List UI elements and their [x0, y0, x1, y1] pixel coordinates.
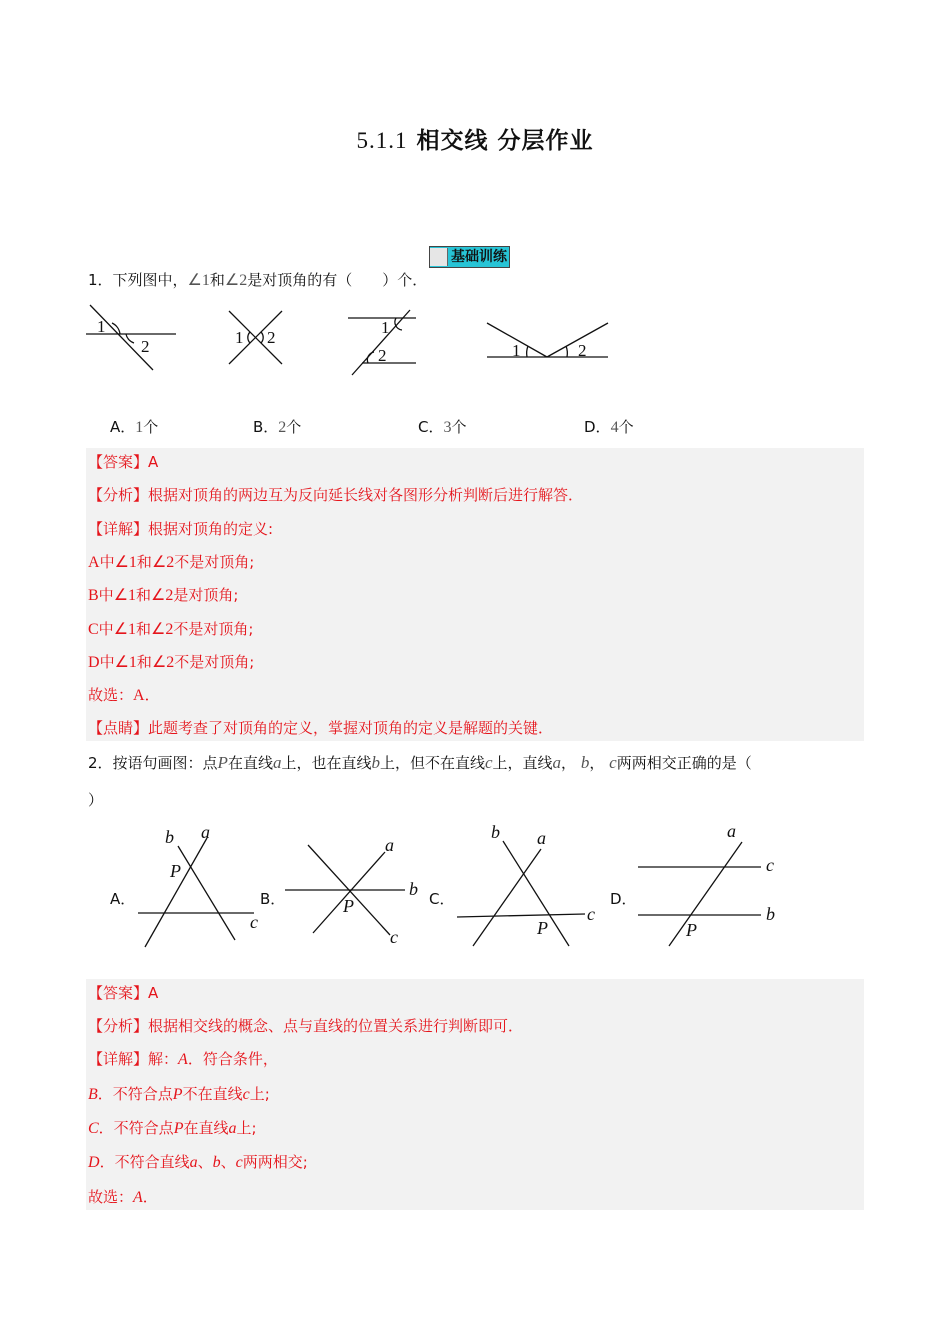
q2-item-d-sep1: 、: [197, 1153, 213, 1171]
q2-item-d-letter: D: [88, 1154, 100, 1171]
q1-analysis-text: 根据对顶角的两边互为反向延长线对各图形分析判断后进行解答．: [148, 486, 584, 504]
q2-option-c[interactable]: C．: [429, 890, 455, 908]
q2-detail-item-d: [88, 1152, 308, 1173]
q2-part2: 在直线: [227, 754, 273, 772]
q1-item-c-letter: C: [88, 621, 99, 638]
q1-choose-value: A: [133, 687, 145, 704]
q2-detail-item-c: [88, 1118, 257, 1139]
q1-angle2: ∠2: [224, 272, 248, 289]
q1-item-a-zhong: 中: [99, 553, 115, 571]
q2-figB-label-P: P: [343, 896, 354, 916]
q2-figB-label-a: a: [385, 835, 394, 855]
q2-figC-label-a: a: [537, 828, 546, 848]
q1-option-b-value: 2: [278, 419, 287, 436]
q2-figC-label-P: P: [537, 918, 548, 938]
q2-item-c-var2: a: [228, 1120, 237, 1137]
q1-item-c-he: 和: [136, 620, 152, 638]
q2-figA-label-b: b: [165, 827, 174, 847]
q1-comment-text: 此题考查了对顶角的定义，掌握对顶角的定义是解题的关键．: [148, 719, 554, 737]
q2-part6: ，: [561, 754, 577, 772]
q1-item-a-he: 和: [136, 553, 152, 571]
title-number: 5.1.1: [356, 128, 408, 153]
q2-figA-line-b: [178, 846, 235, 940]
q1-figA-label-1: 1: [97, 317, 106, 336]
q2-figC-label-c: c: [587, 904, 595, 924]
q1-answer-value: A: [148, 453, 159, 471]
q1-item-a-letter: A: [88, 554, 100, 571]
q2-item-b-var2: c: [242, 1086, 250, 1103]
q2-detail-prefix: 解：: [148, 1050, 179, 1068]
q2-figA-label-a: a: [201, 822, 210, 842]
q2-item-c-letter: C: [88, 1120, 99, 1137]
q1-figB-label-1: 1: [235, 328, 244, 347]
q1-choose-prefix: 故选：: [88, 686, 134, 704]
q2-figA-line-a: [145, 838, 207, 947]
q2-analysis-text: 根据相交线的概念、点与直线的位置关系进行判断即可．: [148, 1017, 524, 1035]
q1-detail-text: 根据对顶角的定义:: [148, 520, 274, 538]
q1-and: 和: [209, 271, 225, 289]
q2-figA-label-c: c: [250, 912, 258, 932]
q2-item-b-text1: ．不符合点: [97, 1085, 173, 1103]
q1-item-b-he: 和: [136, 586, 152, 604]
q1-figC-label-1: 1: [381, 318, 390, 337]
q1-figC-label-2: 2: [378, 346, 387, 365]
q1-figD-label-1: 1: [512, 341, 521, 360]
q2-answer-tag: 【答案】: [88, 984, 149, 1002]
q2-figC-line-a: [473, 849, 541, 946]
q2-part8: 两两相交正确的是（: [616, 754, 752, 772]
q2-item-c-text3: 上;: [236, 1119, 257, 1137]
q1-item-c-angle1: ∠1: [113, 621, 137, 638]
q1-angle1: ∠1: [187, 272, 210, 289]
q1-item-b-result: 是对顶角;: [173, 586, 239, 604]
q2-part4: 上，但不在直线: [379, 754, 485, 772]
q1-item-a-result: 不是对顶角;: [174, 553, 255, 571]
q2-item-d-sep2: 、: [220, 1153, 236, 1171]
q2-item-b-text3: 上;: [249, 1085, 270, 1103]
q1-item-a-angle2: ∠2: [151, 554, 175, 571]
section-label: 基础训练: [451, 249, 507, 265]
q1-item-b-zhong: 中: [98, 586, 114, 604]
q1-option-d-unit: 个: [618, 418, 634, 436]
q1-option-a-unit: 个: [143, 418, 159, 436]
q2-choose-value: A: [133, 1189, 143, 1206]
q2-part1: 2．按语句画图：点: [88, 754, 218, 772]
q2-item-c-text1: ．不符合点: [98, 1119, 174, 1137]
q2-item-d-text1: ．不符合直线: [99, 1153, 190, 1171]
q2-figA-label-P: P: [170, 861, 181, 881]
q2-part7: ，: [589, 754, 605, 772]
q2-part3: 上，也在直线: [281, 754, 372, 772]
q2-var-b: b: [371, 753, 380, 772]
q2-var-b2: b: [580, 753, 590, 772]
q1-figA-label-2: 2: [141, 337, 150, 356]
q2-figD-label-b: b: [766, 904, 775, 924]
q1-option-b-unit: 个: [286, 418, 302, 436]
q2-item-b-var1: P: [172, 1086, 183, 1103]
q2-figB-line-a: [313, 852, 385, 933]
q2-figB-label-c: c: [390, 927, 398, 947]
q1-option-c-unit: 个: [451, 418, 467, 436]
q1-item-d-angle2: ∠2: [151, 654, 175, 671]
q2-var-a2: a: [552, 753, 562, 772]
q2-item-b-text2: 不在直线: [182, 1085, 243, 1103]
q2-figD-label-a: a: [727, 821, 736, 841]
q1-option-a-letter: A．: [110, 418, 136, 436]
q1-option-a-value: 1: [135, 419, 144, 436]
q2-var-a: a: [272, 753, 282, 772]
q1-item-d-result: 不是对顶角;: [174, 653, 255, 671]
q2-answer-value: A: [148, 984, 159, 1002]
q2-figD-label-P: P: [686, 920, 697, 940]
q1-detail-tag: 【详解】: [88, 520, 149, 538]
q1-figB-label-2: 2: [267, 328, 276, 347]
q2-choose-line: [88, 1187, 158, 1208]
q2-item-c-text2: 在直线: [183, 1119, 229, 1137]
q2-option-a[interactable]: A．: [110, 890, 136, 908]
q2-option-d[interactable]: D．: [610, 890, 637, 908]
q2-detail-item-b: [88, 1084, 270, 1105]
q2-detail-line: [88, 1049, 278, 1070]
q2-var-P: P: [217, 753, 228, 772]
q1-suffix: 是对顶角的有（ ）个．: [247, 271, 428, 289]
q1-item-d-letter: D: [88, 654, 100, 671]
q2-item-d-text2: 两两相交;: [242, 1153, 308, 1171]
q2-analysis-line: [88, 1016, 523, 1036]
q2-var-c2: c: [609, 753, 617, 772]
q2-figB-label-b: b: [409, 879, 418, 899]
q1-item-b-angle1: ∠1: [113, 587, 137, 604]
q1-prefix: 1．下列图中，: [88, 271, 188, 289]
q2-item-d-var3: c: [235, 1154, 243, 1171]
q1-item-b-angle2: ∠2: [151, 587, 174, 604]
q2-detail-tag: 【详解】: [88, 1050, 149, 1068]
q1-item-c-zhong: 中: [98, 620, 114, 638]
q2-item-c-var1: P: [173, 1120, 184, 1137]
q1-item-d-he: 和: [136, 653, 152, 671]
q1-answer-tag: 【答案】: [88, 453, 149, 471]
q1-item-c-angle2: ∠2: [151, 621, 174, 638]
q2-answer-line: [88, 983, 158, 1003]
q2-analysis-tag: 【分析】: [88, 1017, 149, 1035]
q1-option-d-value: 4: [610, 419, 619, 436]
q2-stem-line2: ）: [88, 791, 104, 809]
q2-detail-text: ．符合条件，: [187, 1050, 278, 1068]
title-text: 相交线 分层作业: [416, 128, 594, 154]
q1-option-b-letter: B．: [253, 418, 279, 436]
q2-item-d-var1: a: [189, 1154, 198, 1171]
q1-option-c-letter: C．: [418, 418, 444, 436]
q1-item-d-angle1: ∠1: [114, 654, 137, 671]
q1-choose-suffix: ．: [144, 686, 160, 704]
q1-item-a-angle1: ∠1: [114, 554, 137, 571]
q2-figC-label-b: b: [491, 822, 500, 842]
q2-answer-block: [86, 979, 864, 1210]
q2-choose-suffix: ．: [142, 1188, 158, 1206]
q1-figD-label-2: 2: [578, 341, 587, 360]
q2-figC-line-c: [457, 914, 585, 917]
q2-part5: 上，直线: [492, 754, 553, 772]
q2-item-b-letter: B: [88, 1086, 98, 1103]
q2-var-c: c: [484, 753, 493, 772]
q2-option-b[interactable]: B．: [260, 890, 286, 908]
q2-detail-letter: A: [178, 1051, 188, 1068]
q1-item-b-letter: B: [88, 587, 99, 604]
q1-analysis-tag: 【分析】: [88, 486, 149, 504]
q1-item-c-result: 不是对顶角;: [173, 620, 254, 638]
q2-item-d-var2: b: [212, 1154, 221, 1171]
q2-choose-prefix: 故选：: [88, 1188, 134, 1206]
q2-figD-label-c: c: [766, 855, 774, 875]
q1-option-c-value: 3: [443, 419, 452, 436]
q1-comment-tag: 【点睛】: [88, 719, 149, 737]
q1-item-d-zhong: 中: [99, 653, 115, 671]
q2-figD-line-a: [669, 842, 742, 946]
q1-option-d-letter: D．: [584, 418, 611, 436]
